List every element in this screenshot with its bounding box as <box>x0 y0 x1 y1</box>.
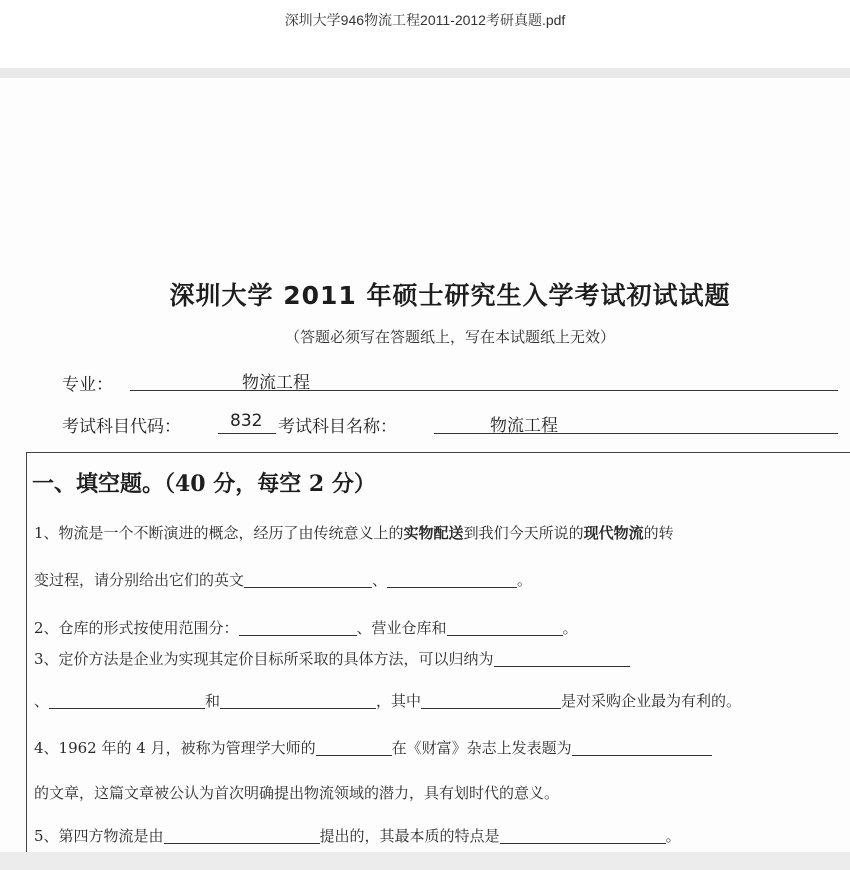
subject-code-value: 832 <box>230 411 263 431</box>
q3-line2-a: 、 <box>34 692 50 710</box>
answer-blank[interactable] <box>447 620 563 636</box>
document-page[interactable] <box>0 78 850 852</box>
q5-end: 。 <box>665 827 681 845</box>
subject-name-value: 物流工程 <box>490 416 558 436</box>
q2-text-a: 2、仓库的形式按使用范围分： <box>34 619 239 637</box>
question-4-line-2 <box>34 782 559 803</box>
q1-text-a: 1、物流是一个不断演进的概念，经历了由传统意义上的 <box>34 524 404 542</box>
q3-text: 3、定价方法是企业为实现其定价目标所采取的具体方法，可以归纳为 <box>34 650 494 668</box>
major-underline <box>130 390 838 391</box>
answer-blank[interactable] <box>164 828 320 844</box>
answer-blank[interactable] <box>239 620 357 636</box>
viewer-header <box>0 0 850 68</box>
answer-blank[interactable] <box>316 740 392 756</box>
subject-name-label: 考试科目名称： <box>278 417 397 437</box>
major-label: 专业： <box>62 375 113 395</box>
q3-line2-b: 和 <box>205 692 221 710</box>
question-1-line-2 <box>34 569 532 590</box>
q3-line2-c: ，其中 <box>376 692 422 710</box>
question-3-line-2 <box>34 690 741 711</box>
page-separator-bottom <box>0 852 850 870</box>
q1-end: 。 <box>517 571 533 589</box>
q4-line2-text: 的文章，这篇文章被公认为首次明确提出物流领域的潜力，具有划时代的意义。 <box>34 784 560 802</box>
q2-end: 。 <box>562 619 578 637</box>
answer-blank[interactable] <box>572 740 712 756</box>
answer-blank[interactable] <box>387 572 517 588</box>
q1-text-c: 到我们今天所说的 <box>463 524 584 542</box>
answer-blank[interactable] <box>220 693 376 709</box>
subject-code-underline <box>218 433 276 434</box>
exam-title: 深圳大学 2011 年硕士研究生入学考试初试试题 <box>169 281 731 310</box>
answer-box-left-border <box>26 452 27 852</box>
exam-note: （答题必须写在答题纸上，写在本试题纸上无效） <box>284 328 615 346</box>
question-3 <box>34 648 630 669</box>
q2-text-b: 、营业仓库和 <box>356 619 447 637</box>
q1-term-1: 实物配送 <box>403 524 464 542</box>
page-separator-top <box>0 68 850 78</box>
answer-blank[interactable] <box>500 828 666 844</box>
section-heading: 一、填空题。（40 分，每空 2 分） <box>32 471 376 497</box>
q4-text-a: 4、1962 年的 4 月，被称为管理学大师的 <box>34 739 316 757</box>
question-1 <box>34 522 674 543</box>
q1-line2-text: 变过程，请分别给出它们的英文 <box>34 571 245 589</box>
answer-blank[interactable] <box>244 572 372 588</box>
q5-text-a: 5、第四方物流是由 <box>34 827 164 845</box>
answer-blank[interactable] <box>49 693 205 709</box>
document-title: 深圳大学946物流工程2011-2012考研真题.pdf <box>284 12 566 28</box>
question-2 <box>34 617 578 638</box>
q5-text-b: 提出的，其最本质的特点是 <box>319 827 500 845</box>
q3-line2-d: 是对采购企业最为有利的。 <box>561 692 742 710</box>
major-value: 物流工程 <box>242 373 310 393</box>
question-4 <box>34 737 712 758</box>
answer-blank[interactable] <box>421 693 561 709</box>
q1-term-2: 现代物流 <box>583 524 644 542</box>
answer-blank[interactable] <box>494 651 630 667</box>
q1-separator: 、 <box>372 571 388 589</box>
answer-box-top-border <box>26 452 850 453</box>
q4-text-b: 在《财富》杂志上发表题为 <box>391 739 572 757</box>
subject-code-label: 考试科目代码： <box>62 417 181 437</box>
question-5 <box>34 825 681 846</box>
q1-text-e: 的转 <box>643 524 674 542</box>
